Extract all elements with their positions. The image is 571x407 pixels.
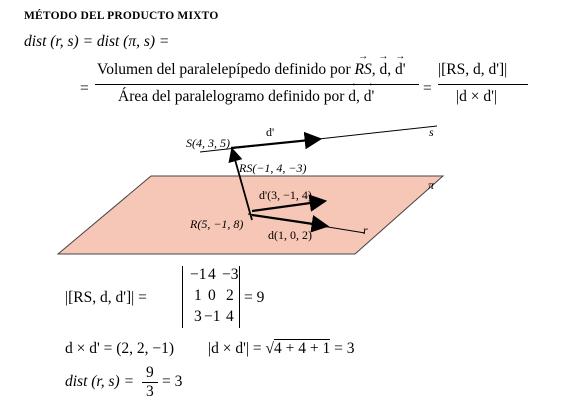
det-cell: −1: [204, 308, 221, 325]
det-cell: 3: [194, 308, 202, 325]
final-num: 9: [146, 364, 154, 381]
right-denominator: |d × d'|: [456, 88, 497, 105]
final-lhs: dist (r, s) =: [65, 373, 135, 390]
denominator-text: Área del paralelogramo definido por: [118, 88, 345, 105]
det-result: = 9: [244, 289, 265, 306]
det-cell: 1: [194, 287, 202, 304]
vector-d: → d: [348, 88, 356, 106]
arrow-dprime-s: [231, 139, 320, 148]
det-bar-left: [182, 266, 183, 328]
fraction-denominator: Área del paralelogramo definido por → d, → d': [118, 88, 374, 106]
cross-norm-result: = 3: [334, 340, 355, 357]
det-cell: −3: [222, 266, 239, 283]
det-cell: 0: [208, 287, 216, 304]
cross-norm: [208, 340, 354, 358]
right-numerator: |[RS, d, d']|: [438, 61, 508, 78]
final-result: = 3: [162, 373, 183, 390]
det-cell: 4: [208, 266, 216, 283]
label-S: S(4, 3, 5): [186, 136, 230, 150]
det-lhs: |[RS, d, d']| =: [65, 289, 147, 306]
distance-lhs: dist (r, s) = dist (π, s) =: [24, 33, 170, 50]
vector-d: → d: [380, 61, 388, 79]
vector-dprime: → d': [395, 61, 406, 79]
cross-norm-lhs: |d × d'| =: [208, 340, 262, 357]
sqrt-symbol: √: [265, 340, 274, 357]
eq-sign-1: =: [80, 80, 89, 97]
sqrt-radicand: 4 + 4 + 1: [274, 340, 331, 357]
det-cell: 4: [226, 308, 234, 325]
numerator-text: Volumen del paralelepípedo definido por: [97, 61, 351, 78]
label-dprime-top: d': [266, 125, 275, 139]
fraction-numerator: Volumen del paralelepípedo definido por → RS, → d, → d': [97, 61, 406, 79]
vector-RS: → RS: [355, 61, 372, 79]
label-r: r: [363, 223, 368, 237]
label-s: s: [429, 125, 434, 139]
label-RS: RS(−1, 4, −3): [239, 161, 307, 175]
eq-sign-2: =: [423, 80, 432, 97]
label-dprime-val: d'(3, −1, 4): [259, 188, 312, 202]
label-pi: π: [428, 178, 435, 192]
vector-dprime: → d': [364, 88, 375, 106]
final-den: 3: [146, 383, 154, 400]
det-bar-right: [239, 266, 240, 328]
cross-product: d × d' = (2, 2, −1): [65, 340, 175, 357]
heading: MÉTODO DEL PRODUCTO MIXTO: [24, 10, 219, 22]
label-d-val: d(1, 0, 2): [268, 228, 312, 242]
det-cell: 2: [226, 287, 234, 304]
det-cell: −1: [190, 266, 207, 283]
label-R: R(5, −1, 8): [190, 217, 244, 231]
